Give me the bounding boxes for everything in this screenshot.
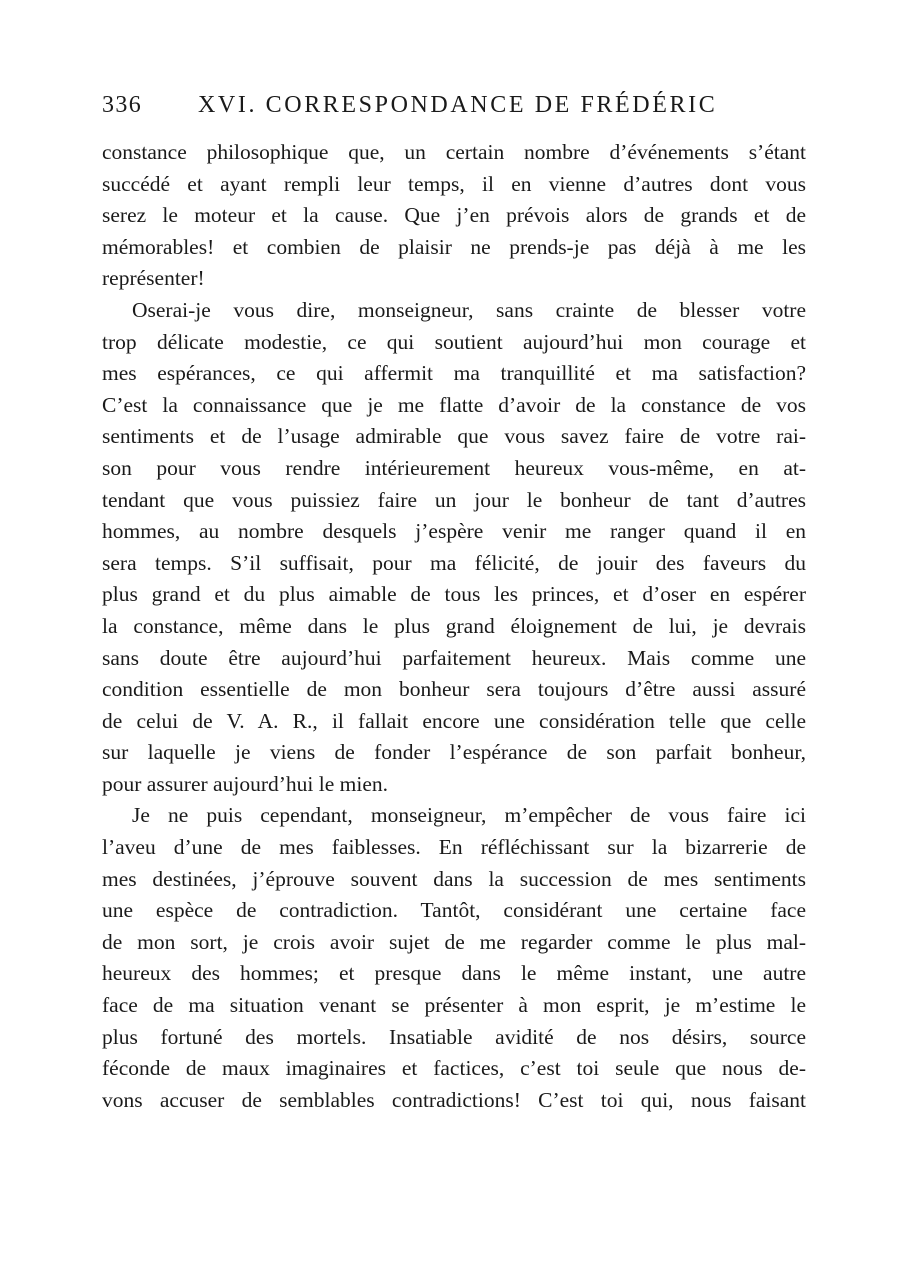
text-line: mes destinées, j’éprouve souvent dans la succession de mes sentiments xyxy=(102,866,806,891)
text-line: condition essentielle de mon bonheur sera toujours d’être aussi assuré xyxy=(102,677,806,702)
text-line: Je ne puis cependant, monseigneur, m’empêcher de vous faire ici xyxy=(132,803,806,828)
text-line: tendant que vous puissiez faire un jour le bonheur de tant d’autres xyxy=(102,487,806,512)
text-line: vons accuser de semblables contradictions! C’est toi qui, nous faisant xyxy=(102,1087,806,1112)
text-line: sans doute être aujourd’hui parfaitement heureux. Mais comme une xyxy=(102,645,806,670)
text-line: sera temps. S’il suffisait, pour ma félicité, de jouir des faveurs du xyxy=(102,550,806,575)
page-number: 336 xyxy=(102,92,143,118)
text-line: son pour vous rendre intérieurement heureux vous-même, en at- xyxy=(102,455,806,480)
text-line: mes espérances, ce qui affermit ma tranquillité et ma satisfaction? xyxy=(102,361,806,386)
text-line: sur laquelle je viens de fonder l’espérance de son parfait bonheur, xyxy=(102,740,806,765)
text-line: plus fortuné des mortels. Insatiable avidité de nos désirs, source xyxy=(102,1024,806,1049)
text-line: Oserai-je vous dire, monseigneur, sans crainte de blesser votre xyxy=(132,297,806,322)
text-line: trop délicate modestie, ce qui soutient aujourd’hui mon courage et xyxy=(102,329,806,354)
running-header xyxy=(102,92,802,128)
paragraph xyxy=(102,295,806,801)
text-line: heureux des hommes; et presque dans le même instant, une autre xyxy=(102,961,806,986)
text-line: la constance, même dans le plus grand éloignement de lui, je devrais xyxy=(102,613,806,638)
text-line: sentiments et de l’usage admirable que vous savez faire de votre rai- xyxy=(102,424,806,449)
text-line: pour assurer aujourd’hui le mien. xyxy=(102,771,388,796)
text-line: plus grand et du plus aimable de tous les princes, et d’oser en espérer xyxy=(102,582,806,607)
text-line: succédé et ayant rempli leur temps, il en vienne d’autres dont vous xyxy=(102,171,806,196)
text-line: serez le moteur et la cause. Que j’en prévois alors de grands et de xyxy=(102,203,806,228)
running-title: XVI. CORRESPONDANCE DE FRÉDÉRIC xyxy=(198,92,718,118)
text-line: mémorables! et combien de plaisir ne prends-je pas déjà à me les xyxy=(102,234,806,259)
text-line: l’aveu d’une de mes faiblesses. En réfléchissant sur la bizarrerie de xyxy=(102,835,806,860)
text-line: constance philosophique que, un certain nombre d’événements s’étant xyxy=(102,140,806,164)
text-line: représenter! xyxy=(102,266,205,291)
text-line: de celui de V. A. R., il fallait encore une considération telle que celle xyxy=(102,708,806,733)
paragraph xyxy=(102,137,806,295)
text-line: face de ma situation venant se présenter à mon esprit, je m’estime le xyxy=(102,993,806,1018)
text-line: hommes, au nombre desquels j’espère venir me ranger quand il en xyxy=(102,519,806,544)
text-line: C’est la connaissance que je me flatte d’avoir de la constance de vos xyxy=(102,392,806,417)
text-line: de mon sort, je crois avoir sujet de me regarder comme le plus mal- xyxy=(102,929,806,954)
text-line: féconde de maux imaginaires et factices, c’est toi seule que nous de- xyxy=(102,1056,806,1081)
text-line: une espèce de contradiction. Tantôt, considérant une certaine face xyxy=(102,898,806,923)
body-text xyxy=(102,137,806,1116)
paragraph xyxy=(102,800,806,1116)
